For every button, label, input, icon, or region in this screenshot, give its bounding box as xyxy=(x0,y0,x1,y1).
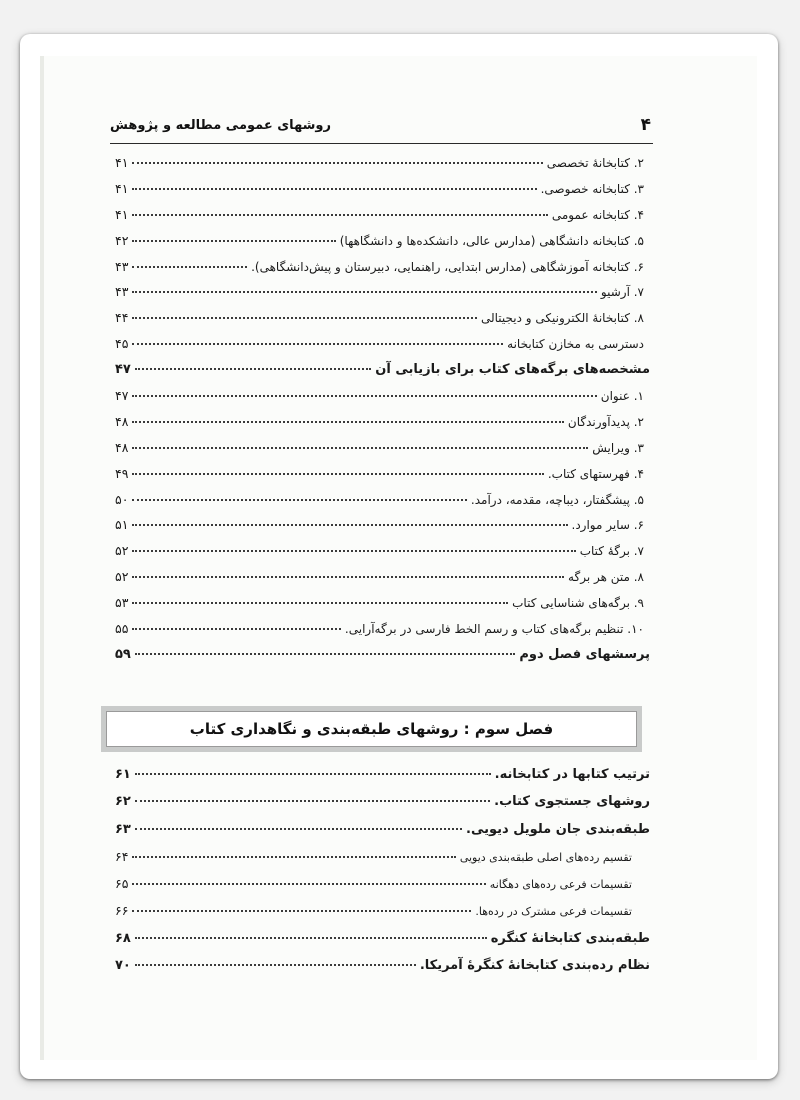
toc-page-number: ۴۱ xyxy=(115,155,129,170)
toc-entry-title: ۴. فهرستهای کتاب. xyxy=(547,466,644,481)
toc-heading xyxy=(115,767,650,794)
toc-entry-title: ۵. پیشگفتار، دیباچه، مقدمه، درآمد. xyxy=(470,492,644,507)
toc-entry-title: ۶. کتابخانه آموزشگاهی (مدارس ابتدایی، راهنمایی، دبیرستان و پیش‌دانشگاهی). xyxy=(251,259,644,274)
toc-entry-title: ۹. برگه‌های شناسایی کتاب xyxy=(512,596,644,611)
toc-entry xyxy=(115,517,650,543)
leader-dots xyxy=(132,550,575,552)
toc-page-number: ۵۳ xyxy=(115,595,129,611)
toc-heading xyxy=(115,822,650,849)
leader-dots xyxy=(132,473,543,475)
toc-page-number: ۶۱ xyxy=(115,767,131,782)
toc-page-number: ۴۱ xyxy=(115,180,129,196)
leader-dots xyxy=(132,240,335,242)
toc-entry xyxy=(115,543,650,569)
chapter-title: فصل سوم : روشهای طبقه‌بندی و نگاهداری کتاب xyxy=(106,711,637,747)
toc-entry xyxy=(115,284,650,310)
leader-dots xyxy=(132,910,471,912)
toc-page-number: ۴۸ xyxy=(115,413,129,429)
toc-entry-title: ۷. آرشیو xyxy=(600,285,644,300)
leader-dots xyxy=(135,368,371,370)
toc-entry-title: مشخصه‌های برگه‌های کتاب برای بازیابی آن xyxy=(375,362,650,378)
toc-entry-title: دسترسی به مخازن کتابخانه xyxy=(507,337,644,352)
page-number: ۴ xyxy=(640,115,651,135)
leader-dots xyxy=(135,964,416,966)
leader-dots xyxy=(135,653,516,655)
toc-entry-title: ۷. برگهٔ کتاب xyxy=(579,544,644,559)
toc-page-number: ۷۰ xyxy=(115,958,131,974)
toc-page-number: ۴۷ xyxy=(115,388,129,404)
leader-dots xyxy=(135,937,487,939)
toc-page-number: ۴۹ xyxy=(115,465,129,481)
toc-entry xyxy=(115,440,650,466)
toc-heading xyxy=(115,931,650,958)
toc-page-number: ۶۴ xyxy=(115,848,129,864)
toc-entry xyxy=(115,388,650,414)
toc-heading xyxy=(115,794,650,821)
leader-dots xyxy=(132,421,563,423)
toc-entry-title: ۳. کتابخانه خصوصی. xyxy=(540,181,644,196)
toc-page-number: ۵۲ xyxy=(115,569,129,585)
toc-entry-title: روشهای جستجوی کتاب. xyxy=(494,794,650,810)
toc-entry-title: ۸. متن هر برگه xyxy=(568,570,644,585)
toc-entry-title: طبقه‌بندی کتابخانهٔ کنگره xyxy=(490,930,650,946)
leader-dots xyxy=(132,343,503,345)
leader-dots xyxy=(132,395,596,397)
page-header xyxy=(110,113,653,144)
toc-heading xyxy=(115,362,650,388)
toc-entry-title: ۲. کتابخانهٔ تخصصی xyxy=(546,156,644,170)
leader-dots xyxy=(132,188,536,190)
toc-page-number: ۴۸ xyxy=(115,439,129,455)
toc-entry-title: ۱. عنوان xyxy=(600,389,644,404)
toc-entry xyxy=(115,903,650,930)
toc-page-number: ۶۳ xyxy=(115,821,131,837)
leader-dots xyxy=(135,773,491,775)
leader-dots xyxy=(132,291,596,293)
leader-dots xyxy=(135,828,462,830)
toc-page-number: ۴۱ xyxy=(115,206,129,222)
leader-dots xyxy=(135,800,490,802)
toc-entry xyxy=(115,207,650,233)
chapter-banner xyxy=(101,706,642,752)
leader-dots xyxy=(132,628,340,630)
leader-dots xyxy=(132,447,588,449)
toc-entry-title: ۱۰. تنظیم برگه‌های کتاب و رسم الخط فارسی در برگه‌آرایی. xyxy=(344,622,644,637)
toc-entry-title: طبقه‌بندی جان ملویل دیویی. xyxy=(466,821,650,837)
toc-entry-title: ۴. کتابخانه عمومی xyxy=(551,207,644,222)
leader-dots xyxy=(132,602,508,604)
toc-page-number: ۴۴ xyxy=(115,310,129,326)
toc-entry-title: نظام رده‌بندی کتابخانهٔ کنگرهٔ آمریکا. xyxy=(419,958,650,974)
toc-entry-title: تقسیمات فرعی مشترک در رده‌ها. xyxy=(475,905,632,919)
leader-dots xyxy=(132,499,466,501)
toc-entry-title: ۲. پدیدآورندگان xyxy=(567,414,644,429)
toc-entry-title: ۸. کتابخانهٔ الکترونیکی و دیجیتالی xyxy=(480,311,644,326)
toc-page-number: ۶۲ xyxy=(115,794,131,810)
toc-page-number: ۵۹ xyxy=(115,646,131,662)
toc-page-number: ۵۵ xyxy=(115,621,129,637)
leader-dots xyxy=(132,162,542,164)
toc-page-number: ۴۳ xyxy=(115,258,129,274)
toc-page-number: ۴۳ xyxy=(115,284,129,300)
toc-entry-title: ۳. ویرایش xyxy=(592,440,644,455)
leader-dots xyxy=(132,317,477,319)
toc-entry xyxy=(115,621,650,647)
toc-entry-title: ترتیب کتابها در کتابخانه. xyxy=(494,767,650,782)
toc-entry xyxy=(115,569,650,595)
toc-page-number: ۴۵ xyxy=(115,336,129,352)
toc-heading xyxy=(115,958,650,985)
toc-entry xyxy=(115,310,650,336)
toc-entry xyxy=(115,155,650,181)
toc-entry-title: پرسشهای فصل دوم xyxy=(519,646,650,662)
toc-heading xyxy=(115,647,650,673)
toc-page-number: ۵۱ xyxy=(115,517,129,533)
toc-page-number: ۴۲ xyxy=(115,232,129,248)
leader-dots xyxy=(132,576,564,578)
toc-entry-title: ۵. کتابخانه دانشگاهی (مدارس عالی، دانشکده‌ها و دانشگاهها) xyxy=(339,233,644,248)
toc-entry xyxy=(115,233,650,259)
toc-page-number: ۶۵ xyxy=(115,876,129,892)
toc-page-number: ۵۰ xyxy=(115,491,129,507)
toc-page-number: ۵۲ xyxy=(115,543,129,559)
toc-entry xyxy=(115,181,650,207)
toc-entry-title: ۶. سایر موارد. xyxy=(571,518,644,533)
toc-entry xyxy=(115,466,650,492)
toc-entry xyxy=(115,492,650,518)
toc-list-chapter-two xyxy=(115,155,650,673)
leader-dots xyxy=(132,214,547,216)
toc-entry xyxy=(115,595,650,621)
toc-entry xyxy=(115,876,650,903)
running-title: روشهای عمومی مطالعه و پژوهش xyxy=(110,118,331,133)
toc-entry xyxy=(115,414,650,440)
toc-page-number: ۶۶ xyxy=(115,903,129,919)
toc-list-chapter-three xyxy=(115,767,650,985)
toc-entry-title: تقسیم رده‌های اصلی طبقه‌بندی دیویی xyxy=(459,850,632,864)
leader-dots xyxy=(132,883,485,885)
toc-page-number: ۴۷ xyxy=(115,362,131,378)
leader-dots xyxy=(132,856,455,858)
toc-page-number: ۶۸ xyxy=(115,930,131,946)
leader-dots xyxy=(132,266,247,268)
toc-entry xyxy=(115,336,650,362)
toc-entry-title: تقسیمات فرعی رده‌های دهگانه xyxy=(489,878,632,892)
toc-entry xyxy=(115,259,650,285)
leader-dots xyxy=(132,524,567,526)
toc-entry xyxy=(115,849,650,876)
